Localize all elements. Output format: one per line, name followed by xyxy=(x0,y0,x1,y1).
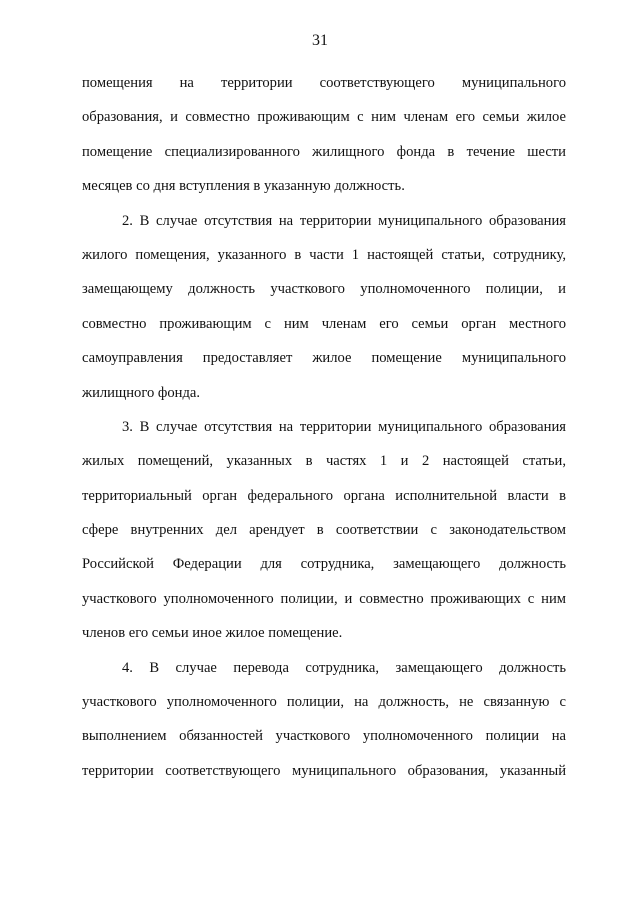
text-line: помещения на территории соответствующего муниципального xyxy=(82,75,566,91)
paragraph-3 xyxy=(82,410,566,651)
text-line: образования, и совместно проживающим с ним членам его семьи жилое xyxy=(82,109,566,126)
text-line: сфере внутренних дел арендует в соответствии с законодательством xyxy=(82,522,566,539)
text-line: участкового уполномоченного полиции, на должность, не связанную с xyxy=(82,694,566,711)
text-line: участкового уполномоченного полиции, и совместно проживающих с ним xyxy=(82,590,566,607)
text-line: помещение специализированного жилищного фонда в течение шести xyxy=(82,143,566,160)
paragraph-4 xyxy=(82,651,566,789)
text-line: 4. В случае перевода сотрудника, замещающего должность xyxy=(122,659,566,676)
page-number: 31 xyxy=(312,32,328,49)
text-line: жилищного фонда. xyxy=(82,384,201,401)
text-line: выполнением обязанностей участкового уполномоченного полиции на xyxy=(82,728,566,745)
text-line: 3. В случае отсутствия на территории муниципального образования xyxy=(122,418,566,435)
text-line: членов его семьи иное жилое помещение. xyxy=(82,625,343,642)
paragraph-1 xyxy=(82,66,566,204)
text-line: жилых помещений, указанных в частях 1 и 2 настоящей статьи, xyxy=(82,453,566,470)
text-line: 2. В случае отсутствия на территории муниципального образования xyxy=(122,212,566,229)
text-line: замещающему должность участкового уполномоченного полиции, и xyxy=(82,281,566,298)
document-body xyxy=(82,66,566,788)
text-line: территории соответствующего муниципального образования, указанный xyxy=(82,762,566,779)
text-line: месяцев со дня вступления в указанную должность. xyxy=(82,178,405,195)
text-line: территориальный орган федерального органа исполнительной власти в xyxy=(82,487,566,504)
text-line: совместно проживающим с ним членам его семьи орган местного xyxy=(82,315,566,332)
paragraph-2 xyxy=(82,204,566,410)
text-line: Российской Федерации для сотрудника, замещающего должность xyxy=(82,556,566,573)
text-line: жилого помещения, указанного в части 1 настоящей статьи, сотруднику, xyxy=(82,246,566,263)
text-line: самоуправления предоставляет жилое помещение муниципального xyxy=(82,350,566,367)
